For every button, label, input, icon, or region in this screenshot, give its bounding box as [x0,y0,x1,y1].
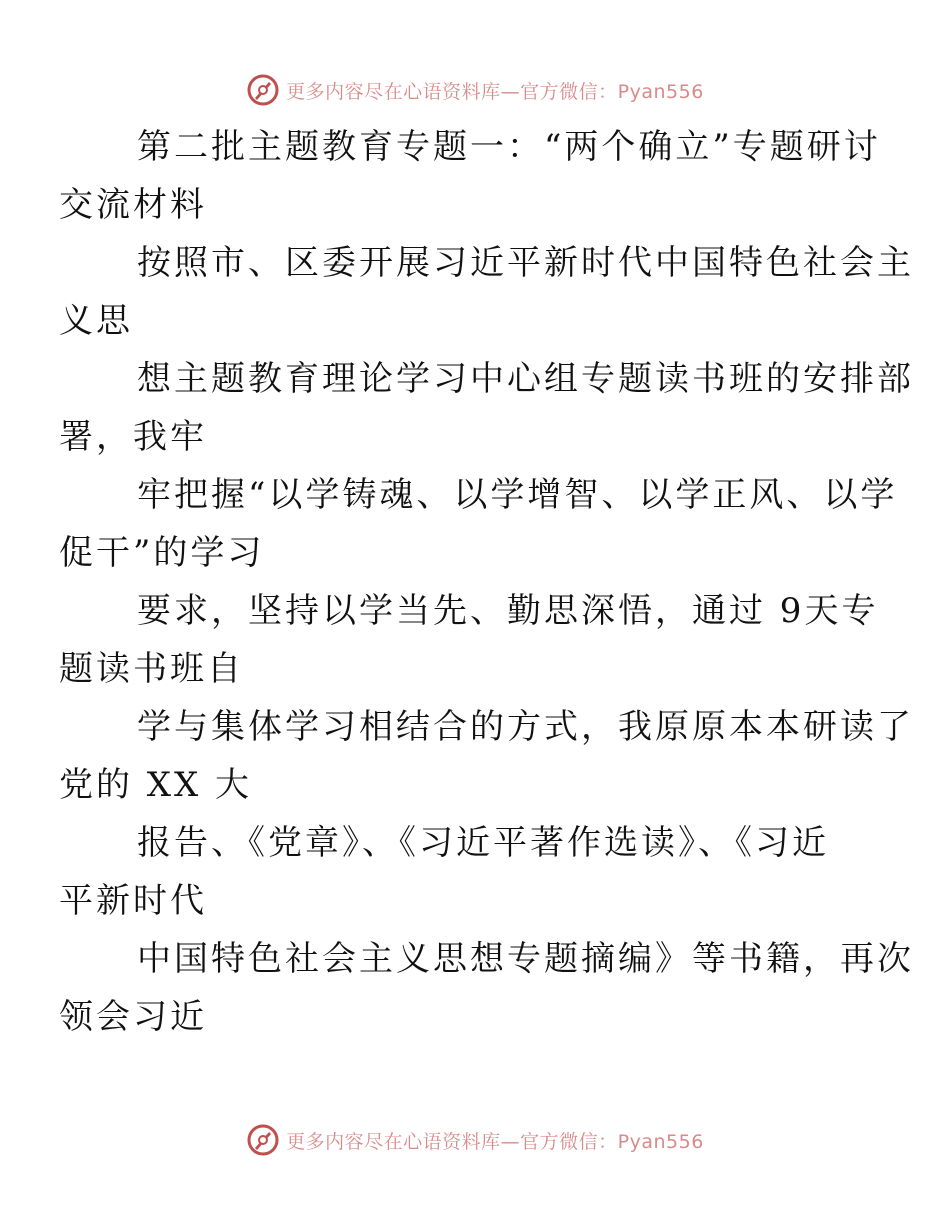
line: 平新时代 [59,881,207,921]
paragraph [59,350,914,466]
line: 牢把握“以学铸魂、以学增智、以学正风、以学 [137,475,898,515]
paragraph [59,466,898,582]
quill-seal-icon [246,73,280,107]
paragraph [59,814,858,930]
line: 报告、《党章》、《习近平著作选读》、《习近 [137,823,829,863]
line: 党的 XX 大 [59,765,253,805]
footer-watermark [0,1120,950,1160]
header-watermark [0,70,950,110]
quill-seal-icon [246,1123,280,1157]
paragraph [59,698,914,814]
line: 学与集体学习相结合的方式，我原原本本研读了 [137,707,914,747]
line: 领会习近 [59,997,207,1037]
line: 促干”的学习 [59,533,265,573]
line: 署，我牢 [59,417,207,457]
line: 第二批主题教育专题一：“两个确立”专题研讨 [137,127,881,167]
watermark-text: 更多内容尽在心语资料库—官方微信：Pyan556 [286,1130,704,1153]
document-title [59,118,881,234]
watermark-text: 更多内容尽在心语资料库—官方微信：Pyan556 [286,80,704,103]
paragraph [59,930,914,1046]
document-body [59,118,914,1046]
paragraph [59,582,879,698]
line: 题读书班自 [59,649,244,689]
line: 交流材料 [59,185,207,225]
line: 按照市、区委开展习近平新时代中国特色社会主 [137,243,914,283]
line: 想主题教育理论学习中心组专题读书班的安排部 [137,359,914,399]
line: 要求，坚持以学当先、勤思深悟，通过 9天专 [137,591,879,631]
line: 中国特色社会主义思想专题摘编》等书籍，再次 [137,939,914,979]
paragraph [59,234,914,350]
line: 义思 [59,301,133,341]
